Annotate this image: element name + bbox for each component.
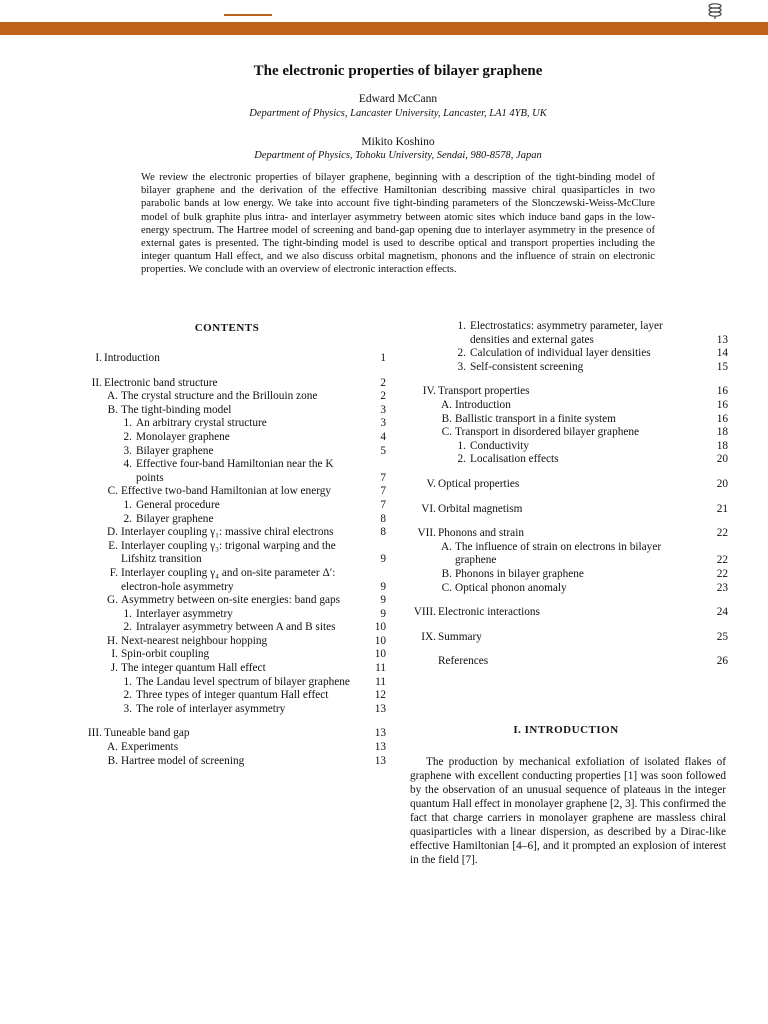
toc-entry-title: Phonons in bilayer graphene [455, 567, 584, 580]
toc-entry-page: 22 [716, 527, 728, 540]
toc-entry-number: 2. [123, 430, 132, 443]
toc-entry-title: Ballistic transport in a finite system [455, 412, 616, 425]
introduction-paragraph: The production by mechanical exfoliation of isolated flakes of graphene with excellent conducting properties [1] was soon followed by the observation of an unusual sequence of plateaus in the integer quantum Hall effect in monolayer graphene [2, 3]. This confirmed the fact that charge carriers in monolayer graphene are massless chiral quasiparticles with a linear dispersion, as described by a Dirac-like effective Hamiltonian [4–6], and it prompted an explosion of interest in the field [7]. [410, 756, 726, 866]
toc-entry[interactable] [404, 426, 728, 440]
toc-entry-title: The integer quantum Hall effect [121, 662, 266, 675]
toc-entry[interactable] [70, 352, 386, 366]
toc-entry[interactable] [404, 478, 728, 492]
toc-entry-number: G. [107, 594, 118, 607]
toc-entry-page: 20 [716, 453, 728, 466]
toc-entry[interactable] [70, 755, 386, 769]
toc-entry-page: 15 [716, 360, 728, 373]
toc-entry-number: 1. [123, 607, 132, 620]
toc-entry-title: An arbitrary crystal structure [136, 417, 267, 430]
toc-entry-title: General procedure [136, 498, 220, 511]
toc-entry-title: Transport in disordered bilayer graphene [455, 426, 640, 439]
toc-entry-number: J. [110, 662, 118, 675]
toc-entry-page: 7 [380, 498, 386, 511]
toc-entry-title: Localisation effects [470, 453, 559, 466]
toc-entry[interactable] [404, 320, 728, 347]
toc-entry[interactable] [70, 676, 386, 690]
toc-entry-number: A. [107, 741, 118, 754]
toc-entry-title: Transport properties [438, 385, 530, 398]
toc-entry[interactable] [70, 445, 386, 459]
toc-entry[interactable] [404, 440, 728, 454]
toc-entry-title: Interlayer coupling γ₃: trigonal warping and the Lifshitz transition [121, 539, 336, 566]
paper-title: The electronic properties of bilayer graphene [253, 63, 543, 79]
toc-entry-page: 22 [716, 554, 728, 567]
toc-entry[interactable] [404, 413, 728, 427]
toc-entry-title: Effective two-band Hamiltonian at low energy [121, 485, 332, 498]
toc-entry-number: C. [107, 485, 118, 498]
toc-entry-title: Hartree model of screening [121, 754, 245, 767]
toc-entry[interactable] [70, 567, 386, 594]
header-band [0, 22, 768, 35]
toc-entry-page: 5 [380, 444, 386, 457]
toc-entry-page: 10 [374, 634, 386, 647]
toc-entry-page: 13 [716, 333, 728, 346]
toc-entry-number: A. [107, 390, 118, 403]
toc-entry-page: 16 [716, 385, 728, 398]
toc-entry-page: 2 [380, 376, 386, 389]
toc-entry-page: 14 [716, 347, 728, 360]
toc-entry-number: 1. [123, 675, 132, 688]
toc-entry-title: Phonons and strain [438, 527, 524, 540]
toc-entry-number: H. [107, 634, 118, 647]
toc-entry-number: VI. [421, 502, 436, 515]
toc-entry[interactable] [70, 526, 386, 540]
contents-heading: CONTENTS [194, 322, 260, 334]
toc-entry-number: 3. [123, 702, 132, 715]
toc-entry[interactable] [70, 513, 386, 527]
toc-entry-number: 1. [457, 439, 466, 452]
toc-entry-number: 2. [457, 347, 466, 360]
toc-entry-title: Bilayer graphene [136, 512, 214, 525]
toc-entry-number: 1. [123, 498, 132, 511]
toc-entry[interactable] [70, 741, 386, 755]
toc-entry[interactable] [70, 727, 386, 741]
toc-entry-page: 9 [380, 580, 386, 593]
toc-entry-title: Tuneable band gap [104, 727, 190, 740]
toc-column-right [404, 320, 728, 669]
toc-entry[interactable] [70, 635, 386, 649]
toc-entry-page: 21 [716, 502, 728, 515]
toc-entry-number: V. [426, 477, 436, 490]
toc-entry-page: 25 [716, 630, 728, 643]
toc-entry-number: 2. [123, 512, 132, 525]
toc-entry-title: Monolayer graphene [136, 430, 230, 443]
toc-entry-title: Orbital magnetism [438, 502, 523, 515]
toc-entry[interactable] [70, 499, 386, 513]
toc-entry-title: References [438, 655, 489, 668]
toc-entry[interactable] [404, 527, 728, 541]
toc-entry-title: Summary [438, 630, 482, 643]
toc-entry-title: Spin-orbit coupling [121, 648, 210, 661]
toc-entry[interactable] [70, 689, 386, 703]
toc-entry[interactable] [70, 390, 386, 404]
toc-entry-title: Electrostatics: asymmetry parameter, layer densities and external gates [470, 320, 663, 346]
toc-entry-page: 26 [716, 655, 728, 668]
toc-entry[interactable] [404, 582, 728, 596]
toc-entry-page: 11 [375, 662, 386, 675]
toc-entry-title: Interlayer coupling γ₄ and on-site parameter Δ′: electron-hole asymmetry [121, 566, 336, 593]
toolbar-link-underline[interactable] [224, 14, 272, 16]
toc-entry[interactable] [404, 568, 728, 582]
toc-entry[interactable] [70, 404, 386, 418]
toc-entry-title: Effective four-band Hamiltonian near the K points [136, 458, 334, 484]
toc-entry-number: F. [109, 566, 118, 579]
toc-entry-title: The crystal structure and the Brillouin zone [121, 390, 318, 403]
toc-entry-number: C. [441, 581, 452, 594]
toc-entry-number: I. [95, 352, 102, 364]
toc-entry-title: Self-consistent screening [470, 360, 584, 373]
toc-entry[interactable] [70, 540, 386, 567]
toc-entry[interactable] [404, 453, 728, 467]
toc-entry-number: 3. [123, 444, 132, 457]
toc-entry[interactable] [404, 541, 728, 568]
toc-entry-title: Experiments [121, 741, 179, 754]
toc-entry-page: 3 [380, 403, 386, 416]
toc-entry-page: 9 [380, 553, 386, 566]
toc-entry[interactable] [404, 606, 728, 620]
toc-entry-title: Introduction [455, 398, 511, 411]
toc-entry-page: 12 [374, 689, 386, 702]
toc-entry-number: 2. [123, 689, 132, 702]
toc-entry[interactable] [70, 648, 386, 662]
abstract: We review the electronic properties of bilayer graphene, beginning with a description of the tight-binding model of bilayer graphene and the derivation of the effective Hamiltonian describing massive chiral quasiparticles in two parabolic bands at low energy. We take into account five tight-binding parameters of the Slonczewski-Weiss-McClure model of bulk graphite plus intra- and interlayer asymmetry between atomic sites which induce band gaps in the low-energy spectrum. The Hartree model of screening and band-gap opening due to interlayer asymmetry in the presence of external gates is presented. The tight-binding model is used to describe optical and transport properties including the integer quantum Hall effect, and we also discuss orbital magnetism, phonons and the influence of strain on electronic properties. We conclude with an overview of electronic interaction effects. [141, 172, 655, 276]
toc-entry-page: 10 [374, 648, 386, 661]
toc-entry-number: D. [107, 526, 118, 539]
toc-entry[interactable] [70, 417, 386, 431]
toc-entry-number: B. [441, 567, 452, 580]
toc-entry-title: Calculation of individual layer densities [470, 347, 651, 360]
toc-entry[interactable] [404, 385, 728, 399]
toc-entry-page: 13 [374, 754, 386, 767]
toc-entry-page: 18 [716, 426, 728, 439]
toc-entry-number: IX. [421, 630, 436, 643]
toc-entry-page: 9 [380, 594, 386, 607]
toc-entry-number: I. [111, 648, 118, 661]
toc-entry[interactable] [404, 631, 728, 645]
toc-entry-number: 2. [123, 621, 132, 634]
toc-entry-title: Electronic interactions [438, 606, 540, 619]
toc-entry-title: The role of interlayer asymmetry [136, 702, 286, 715]
toc-entry[interactable] [70, 621, 386, 635]
toc-entry[interactable] [70, 662, 386, 676]
toc-entry-title: Optical phonon anomaly [455, 581, 567, 594]
toc-entry-title: The Landau level spectrum of bilayer graphene [136, 675, 350, 688]
toc-entry-title: Bilayer graphene [136, 444, 214, 457]
toc-entry[interactable] [404, 361, 728, 375]
toc-column-left [70, 352, 386, 768]
toc-entry-number: E. [108, 539, 118, 552]
toc-entry-number: 3. [457, 360, 466, 373]
toc-entry-page: 16 [716, 412, 728, 425]
toc-entry-number: 1. [457, 320, 466, 332]
toc-entry[interactable] [70, 377, 386, 391]
toc-entry-title: Optical properties [438, 477, 520, 490]
toc-entry[interactable] [70, 703, 386, 717]
toc-entry-number: 2. [457, 453, 466, 466]
top-toolbar [0, 0, 768, 23]
stacked-logo-icon[interactable] [706, 2, 724, 20]
toc-entry-page: 10 [374, 621, 386, 634]
toc-entry-page: 2 [380, 390, 386, 403]
toc-entry-page: 16 [716, 398, 728, 411]
toc-entry-page: 13 [374, 741, 386, 754]
toc-entry-title: Conductivity [470, 439, 529, 452]
toc-entry[interactable] [404, 655, 728, 669]
toc-entry-title: Three types of integer quantum Hall effect [136, 689, 329, 702]
toc-entry-page: 13 [374, 727, 386, 740]
toc-entry[interactable] [70, 608, 386, 622]
toc-entry-title: Electronic band structure [104, 376, 218, 389]
toc-entry-page: 8 [380, 512, 386, 525]
author-affiliation-2: Department of Physics, Tohoku University, Sendai, 980-8578, Japan [254, 150, 542, 161]
author-name-2: Mikito Koshino [361, 136, 435, 148]
toc-entry-number: II. [91, 376, 102, 389]
toc-entry-number: A. [441, 540, 452, 553]
toc-entry-page: 18 [716, 439, 728, 452]
toc-entry-title: Asymmetry between on-site energies: band gaps [121, 594, 341, 607]
toc-entry-page: 1 [380, 352, 386, 364]
toc-entry-number: C. [441, 426, 452, 439]
toc-entry-page: 13 [374, 702, 386, 715]
toc-entry[interactable] [70, 485, 386, 499]
toc-entry-title: The tight-binding model [121, 403, 232, 416]
toc-entry-page: 7 [380, 485, 386, 498]
toc-entry-page: 7 [380, 471, 386, 484]
toc-entry-title: Introduction [104, 352, 160, 364]
toc-entry-page: 11 [375, 675, 386, 688]
section-heading-introduction: I. INTRODUCTION [513, 724, 619, 736]
toc-entry-number: B. [107, 403, 118, 416]
toc-entry-number: VIII. [413, 606, 436, 619]
toc-entry-title: Next-nearest neighbour hopping [121, 634, 268, 647]
toc-entry[interactable] [404, 503, 728, 517]
toc-entry-title: Intralayer asymmetry between A and B sites [136, 621, 336, 634]
toc-entry[interactable] [404, 399, 728, 413]
author-affiliation-1: Department of Physics, Lancaster University, Lancaster, LA1 4YB, UK [249, 108, 547, 119]
toc-entry-page: 24 [716, 606, 728, 619]
toc-entry-number: IV. [422, 385, 436, 398]
toc-entry-page: 20 [716, 477, 728, 490]
toc-entry-number: 4. [123, 458, 132, 471]
toc-entry-number: B. [441, 412, 452, 425]
toc-entry-title: Interlayer asymmetry [136, 607, 233, 620]
toc-entry-page: 22 [716, 567, 728, 580]
author-name-1: Edward McCann [358, 93, 438, 105]
toc-entry-page: 9 [380, 607, 386, 620]
toc-entry-number: A. [441, 398, 452, 411]
toc-entry[interactable] [404, 347, 728, 361]
toc-entry-title: Interlayer coupling γ₁: massive chiral electrons [121, 526, 334, 539]
toc-entry-number: 1. [123, 417, 132, 430]
toc-entry-page: 8 [380, 526, 386, 539]
toc-entry-number: VII. [417, 527, 436, 540]
toc-entry[interactable] [70, 594, 386, 608]
toc-entry[interactable] [70, 458, 386, 485]
toc-entry-title: The influence of strain on electrons in bilayer graphene [455, 540, 662, 567]
toc-entry[interactable] [70, 431, 386, 445]
toc-entry-number: III. [87, 727, 102, 740]
toc-entry-page: 4 [380, 430, 386, 443]
toc-entry-page: 23 [716, 581, 728, 594]
toc-entry-page: 3 [380, 417, 386, 430]
toc-entry-number: B. [107, 754, 118, 767]
